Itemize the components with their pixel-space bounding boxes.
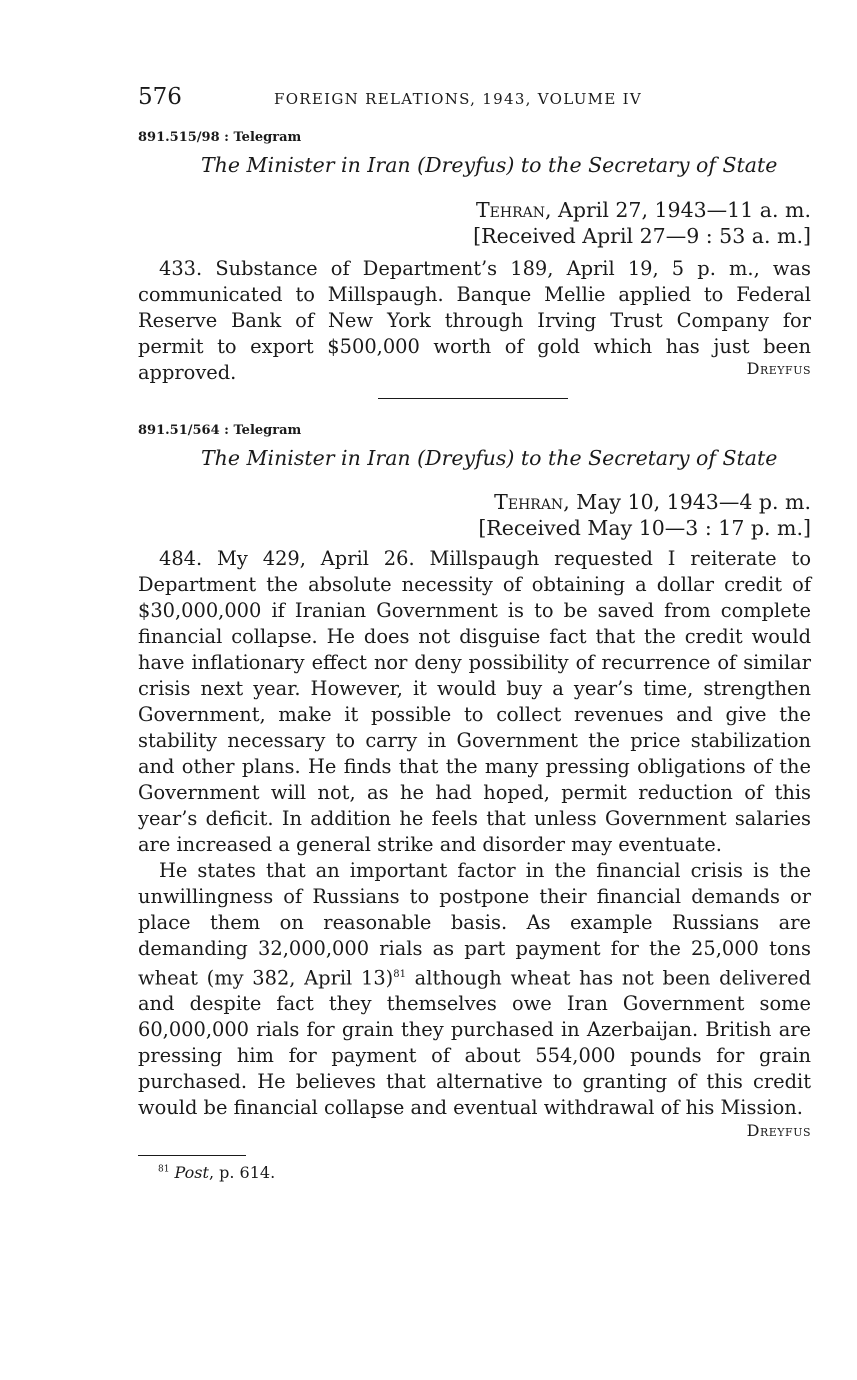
received-line: [Received April 27—9 : 53 a. m.]: [473, 224, 811, 248]
footnote-ref: Post: [174, 1163, 209, 1182]
dateline-place: Tehran: [494, 490, 564, 514]
paragraph: [138, 858, 811, 1121]
paragraph: 433. Substance of Department’s 189, April 19, 5 p. m., was communicated to Millspaugh. Banque Mellie applied to Federal Reserve Bank of New York through Irving Trust Company for permit to export $500,000 worth of gold which has just been approved.: [138, 257, 811, 384]
received-line: [Received May 10—3 : 17 p. m.]: [478, 516, 811, 540]
signature: Dreyfus: [746, 1121, 811, 1140]
signature: Dreyfus: [746, 359, 811, 378]
doc-title: The Minister in Iran (Dreyfus) to the Secretary of State: [201, 153, 778, 177]
footnote-rule: [138, 1155, 246, 1156]
doc-title: The Minister in Iran (Dreyfus) to the Secretary of State: [201, 446, 778, 470]
dateline-place: Tehran: [475, 198, 545, 222]
doc-body: [138, 256, 811, 386]
doc-file-id: 891.515/98 : Telegram: [138, 130, 302, 145]
dateline-date: , April 27, 1943—11 a. m.: [545, 198, 811, 222]
paragraph-text: He states that an important factor in the financial crisis is the unwillingness of Russians to postpone their financial demands or place them on reasonable basis. As example Russians are demanding 32,000,000 rials as part payment for the 25,000 tons wheat (my 382, April 13): [138, 859, 811, 990]
section-divider: [378, 398, 568, 399]
footnote: [158, 1163, 275, 1182]
doc-body: [138, 546, 811, 1121]
dateline: [473, 197, 811, 249]
paragraph: 484. My 429, April 26. Millspaugh requested I reiterate to Department the absolute necessity of obtaining a dollar credit of $30,000,000 if Iranian Government is to be saved from complete financial collapse. He does not disguise fact that the credit would have inflationary effect nor deny possibility of recurrence of similar crisis next year. However, it would buy a year’s time, strengthen Government, make it possible to collect revenues and give the stability necessary to carry in Government the price stabilization and other plans. He finds that the many pressing obligations of the Government will not, as he had hoped, permit reduction of this year’s deficit. In addition he feels that unless Government salaries are increased a general strike and disorder may eventuate.: [138, 547, 811, 856]
footnote-text: , p. 614.: [208, 1163, 276, 1182]
footnote-number: 81: [158, 1164, 170, 1175]
doc-file-id: 891.51/564 : Telegram: [138, 423, 302, 438]
dateline: [478, 489, 811, 541]
footnote-reference[interactable]: 81: [393, 969, 406, 980]
running-head: [138, 84, 811, 114]
dateline-date: , May 10, 1943—4 p. m.: [563, 490, 811, 514]
paragraph-text: although wheat has not been delivered and despite fact they themselves owe Iran Government some 60,000,000 rials for grain they purchased in Azerbaijan. British are pressing him for payment of about 554,000 pounds for grain purchased. He believes that alternative to granting of this credit would be financial collapse and eventual withdrawal of his Mission.: [138, 966, 811, 1120]
page-number: 576: [138, 84, 182, 110]
running-title: FOREIGN RELATIONS, 1943, VOLUME IV: [274, 90, 642, 108]
